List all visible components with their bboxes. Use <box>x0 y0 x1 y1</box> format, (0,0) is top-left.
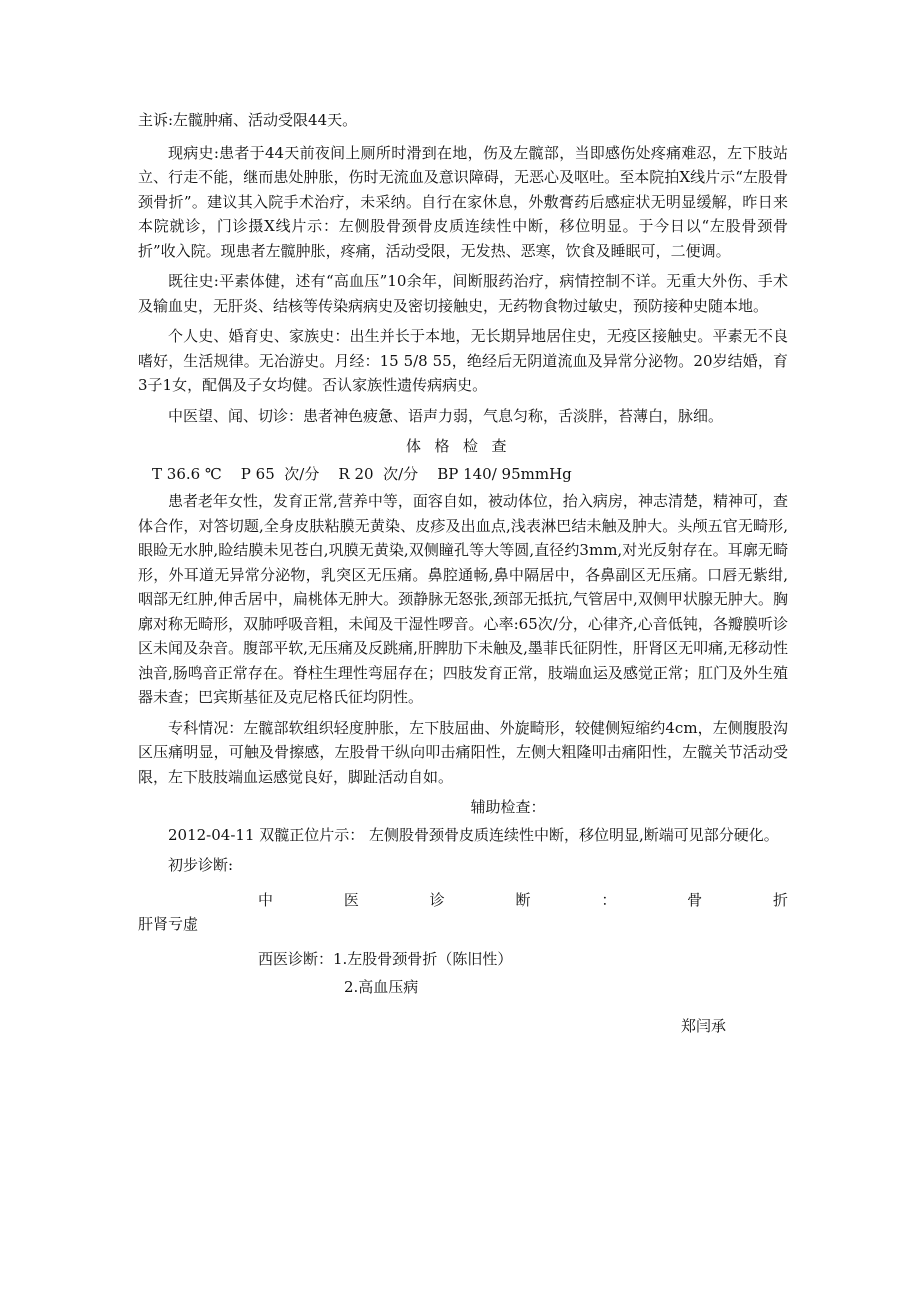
chief-complaint: 主诉:左髋肿痛、活动受限44天。 <box>138 111 358 129</box>
tcm-dx-char: 断 <box>515 890 531 909</box>
past-history: 既往史:平素体健，述有“高血压”10余年，间断服药治疗，病情控制不详。无重大外伤、手术及输血史，无肝炎、结核等传染病病史及密切接触史，无药物食物过敏史，预防接种史随本地。 <box>138 272 788 315</box>
medical-record-page <box>138 108 788 1053</box>
tcm-dx-line <box>138 888 788 913</box>
aux-exam-title: 辅助检查： <box>470 798 546 816</box>
personal-history: 个人史、婚育史、家族史：出生并长于本地，无长期异地居住史，无疫区接触史。平素无不良嗜好，生活规律。无冶游史。月经：15 5/8 55，绝经后无阴道流血及异常分泌物。20岁结婚，育3子1女，配偶及子女均健。否认家族性遗传病病史。 <box>138 327 788 394</box>
doctor-signature: 郑闫承 <box>680 1016 726 1035</box>
specialty-exam: 专科情况：左髋部软组织轻度肿胀，左下肢屈曲、外旋畸形，较健侧短缩约4cm，左侧腹股沟区压痛明显，可触及骨擦感，左股骨干纵向叩击痛阳性，左侧大粗隆叩击痛阳性，左髋关节活动受限，左下肢肢端血运感觉良好，脚趾活动自如。 <box>138 718 788 786</box>
wm-dx-2: 2.高血压病 <box>344 978 419 996</box>
tcm-dx-char: 折 <box>772 890 788 909</box>
present-illness: 现病史:患者于44天前夜间上厕所时滑到在地，伤及左髋部，当即感伤处疼痛难忍，左下肢站立、行走不能，继而患处肿胀，伤时无流血及意识障碍，无恶心及呕吐。至本院拍X线片示“左股骨颈骨折”。建议其入院手术治疗，未采纳。自行在家休息，外敷膏药后感症状无明显缓解，昨日来本院就诊，门诊摄X线片示：左侧股骨颈骨皮质连续性中断，移位明显。于今日以“左股骨颈骨折”收入院。现患者左髋肿胀，疼痛，活动受限，无发热、恶寒，饮食及睡眠可，二便调。 <box>138 143 788 260</box>
vitals: T 36.6 ℃ P 65 次/分 R 20 次/分 BP 140/ 95mmHg <box>152 464 572 483</box>
tcm-dx-char: 医 <box>343 890 359 909</box>
tcm-dx-char: 中 <box>258 890 274 909</box>
aux-exam: 2012-04-11 双髋正位片示： 左侧股骨颈骨皮质连续性中断，移位明显,断端可见部分硬化。 <box>168 825 779 844</box>
tcm-exam: 中医望、闻、切诊：患者神色疲惫、语声力弱，气息匀称，舌淡胖，苔薄白，脉细。 <box>168 406 724 425</box>
wm-dx-1: 西医诊断：1.左股骨颈骨折（陈旧性） <box>258 949 513 968</box>
physical-exam: 患者老年女性，发育正常,营养中等，面容自如，被动体位，抬入病房，神志清楚，精神可，查体合作，对答切题,全身皮肤粘膜无黄染、皮疹及出血点,浅表淋巴结未触及肿大。头颅五官无畸形,眼睑无水肿,睑结膜未见苍白,巩膜无黄染,双侧瞳孔等大等圆,直径约3mm,对光反射存在。耳廓无畸形，外耳道无异常分泌物，乳突区无压痛。鼻腔通畅,鼻中隔居中，各鼻副区无压痛。口唇无紫绀,咽部无红肿,伸舌居中，扁桃体无肿大。颈静脉无怒张,颈部无抵抗,气管居中,双侧甲状腺无肿大。胸廓对称无畸形，双肺呼吸音粗，未闻及干湿性啰音。心率:65次/分，心律齐,心音低钝，各瓣膜听诊区未闻及杂音。腹部平软,无压痛及反跳痛,肝脾肋下未触及,墨菲氏征阴性，肝肾区无叩痛,无移动性浊音,肠鸣音正常存在。脊柱生理性弯屈存在；四肢发育正常，肢端血运及感觉正常；肛门及外生殖器未查；巴宾斯基征及克尼格氏征均阴性。 <box>138 492 788 706</box>
tcm-dx-char: 骨 <box>687 890 703 909</box>
tcm-dx-char: 诊 <box>429 890 445 909</box>
tcm-dx-char: ： <box>601 890 617 909</box>
prelim-dx-label: 初步诊断: <box>168 856 234 874</box>
physical-exam-title: 体格检查 <box>405 437 520 455</box>
tcm-dx-value: 肝肾亏虚 <box>138 915 199 933</box>
